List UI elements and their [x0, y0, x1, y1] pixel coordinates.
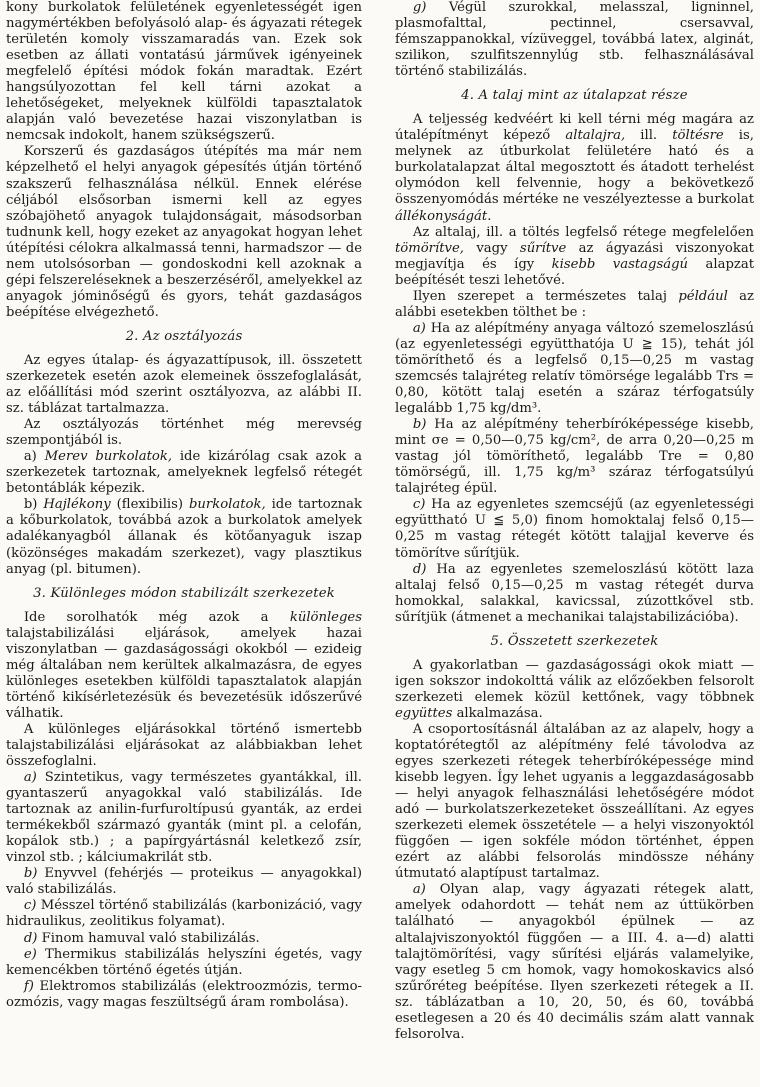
paragraph: Az osztályozás történhet még merevség szempontjából is. — [6, 417, 362, 449]
item-text: Enyvvel (fehérjés — proteikus — anyagokkal) való stabilizálás. — [6, 866, 362, 898]
paragraph — [395, 289, 754, 321]
item-label: a) — [23, 449, 37, 465]
emphasis: töltésre — [672, 128, 724, 144]
item-text: Elektromos stabilizálás (elektroozmózis, termo-ozmózis, vagy magas feszültségű áram rombolása). — [6, 978, 362, 1010]
text: is, melynek az útburkolat felületére ható és a burkolatalapzat által megosztott és átadott terhelést olymódon kell felvennie, hogy a bekövetkező összenyomódás mértéke ne veszélyeztesse a burkolat — [395, 128, 754, 208]
list-item — [395, 497, 754, 561]
emphasis: például — [678, 288, 728, 304]
emphasis: tömörítve, — [395, 240, 464, 256]
item-term: burkolatok, — [188, 497, 266, 513]
emphasis: állékonyságát. — [395, 208, 492, 224]
list-item — [6, 866, 362, 898]
list-item-rigid — [6, 449, 362, 497]
paragraph — [395, 112, 754, 224]
item-label: b) — [23, 866, 38, 882]
item-label: d) — [23, 930, 38, 946]
item-text: Ha az egyenletes szemcséjű (az egyenletességi együttható U ≦ 5,0) finom homoktalaj felső 0,15—0,25 m vastag rétegét kötött talajjal keverve és tömörítve sűrítjük. — [395, 497, 754, 561]
section-heading-4: 4. A talaj mint az útalapzat része — [461, 88, 688, 104]
paragraph — [395, 225, 754, 289]
paragraph — [6, 610, 362, 722]
paragraph: A csoportosításnál általában az az alapelv, hogy a koptatórétegtől az alépítmény felé távolodva az egyes szerkezeti rétegek teherbíróképessége mind kisebb legyen. Így lehet ugyanis a leggazdaságosabb — helyi anyagok felhasználási lehetőségére módot adó — burkolatszerkezeteket összeállítani. Az egyes szerkezeti elemek összetétele — a helyi viszonyoktól függően — igen sokféle módon történhet, éppen ezért az alábbi felsorolás mindössze néhány útmutató alaptípust tartalmaz. — [395, 721, 754, 882]
item-label: b) — [412, 417, 427, 433]
item-label: f) — [23, 978, 34, 994]
item-label: a) — [412, 320, 426, 336]
section-heading-5: 5. Összetett szerkezetek — [490, 633, 659, 649]
item-text: ide kizárólag csak azok a szerkezetek tartoznak, amelyeknek legfelső rétegét betontáblák képezik. — [6, 449, 362, 497]
item-text: Ha az alépítmény teherbíróképessége kisebb, mint σe = 0,50—0,75 kg/cm², de arra 0,20—0,25 m vastag jól tömöríthető, legalább Tre = 0,80 tömörségű, ill. 1,75 kg/m³ száraz térfogatsúlyú talajréteg épül. — [395, 417, 754, 497]
item-text: Olyan alap, vagy ágyazati rétegek alatt, amelyek odahordott — tehát nem az úttükörben található — anyagokból épülnek — az altalajviszonyoktól függően — a III. 4. a—d) alatti talajtömörítési, vagy sűrítési eljárás valamelyike, vagy esetleg 5 cm homok, vagy homokoskavics alsó szűrőréteg beépítése. Ilyen szerkezeti rétegek a II. sz. táblázatban a 10, 20, 50, és 60, továbbá esetlegesen a 20 és 40 decimális szám alatt vannak felsorolva. — [395, 882, 754, 1042]
item-text: Ha az egyenletes szemeloszlású kötött laza altalaj felső 0,15—0,25 m vastag rétegét durva homokkal, salakkal, kavicssal, zúzottkővel stb. sűrítjük (átmenet a mechanikai talajstabilizációba). — [395, 561, 754, 625]
list-item — [6, 898, 362, 930]
item-text: Finom hamuval való stabilizálás. — [37, 930, 260, 946]
text: alapzat beépítését teszi lehetővé. — [395, 256, 754, 288]
list-item — [395, 882, 754, 1042]
item-label: c) — [23, 898, 37, 914]
text: Ilyen szerepet a természetes talaj — [412, 288, 679, 304]
emphasis: kisebb vastagságú — [551, 256, 689, 272]
paragraph: kony burkolatok felületének egyenletességét igen nagymértékben befolyásoló alap- és ágyazati rétegek területén komoly visszamaradás van. Ezek sok esetben az állati vontatású járművek igényeinek megfelelő építési módok fokán maradtak. Ezért hangsúlyozottan fel kell tárni azokat a lehetőségeket, melyeknek külföldi tapasztalatok alapján való bevezetése hazai viszonylatban is nemcsak indokolt, hanem szükségszerű. — [6, 0, 362, 144]
paragraph: Az egyes útalap- és ágyazattípusok, ill. összetett szerkezetek esetén azok elemeinek összefoglalását, az előállítási mód szerint osztályozva, az alábbi II. sz. táblázat tartalmazza. — [6, 352, 362, 417]
text: az alábbi esetekben tölthet be : — [395, 288, 754, 320]
item-text: Thermikus stabilizálás helyszíni égetés, vagy kemencékben történő égetés útján. — [6, 946, 362, 978]
right-column — [395, 0, 754, 1087]
emphasis: együttes — [395, 705, 453, 721]
item-label: a) — [23, 770, 37, 786]
item-text: (flexibilis) — [110, 497, 189, 513]
section-heading-2: 2. Az osztályozás — [125, 328, 243, 344]
list-item — [6, 931, 362, 947]
item-text: ide tartoznak a kőburkolatok, továbbá azok a burkolatok amelyek adalékanyagból állanak és kötőanyaguk iszap (közönséges makadám szerkezet), vagy plasztikus anyag (pl. bitumen). — [6, 497, 362, 577]
item-label: c) — [412, 497, 426, 513]
list-item — [6, 770, 362, 866]
text: A gyakorlatban — gazdaságossági okok miatt — igen sokszor indokolttá válik az előzőekben felsorolt szerkezeti elemek közül kettőnek, vagy többnek — [395, 657, 754, 705]
item-label: d) — [412, 561, 427, 577]
item-label: a) — [412, 882, 426, 898]
item-label: b) — [23, 497, 38, 513]
item-label: e) — [23, 946, 37, 962]
list-item — [395, 562, 754, 626]
emphasis: különleges — [289, 609, 362, 625]
text: alkalmazása. — [452, 705, 543, 721]
list-item-flexible — [6, 497, 362, 577]
emphasis: sűrítve — [519, 240, 567, 256]
list-item — [395, 417, 754, 497]
list-item — [6, 947, 362, 979]
section-heading-3: 3. Különleges módon stabilizált szerkezetek — [33, 585, 335, 601]
item-text: Mésszel történő stabilizálás (karbonizáció, vagy hidraulikus, zeolitikus folyamat). — [6, 898, 362, 930]
text: az ágyazási viszonyokat megjavítja és így — [395, 240, 754, 272]
paragraph: A különleges eljárásokkal történő ismertebb talajstabilizálási eljárásokat az alábbiakban lehet összefoglalni. — [6, 721, 362, 770]
text: talajstabilizálási eljárások, amelyek hazai viszonylatban — gazdaságossági okokból — ezideig még általában nem kerültek alkalmazásra, de egyes különleges esetekben külföldi tapasztalatok alapján történő kikísérletezésük és bevezetésük időszerűvé válhatik. — [6, 625, 362, 721]
paragraph — [395, 658, 754, 722]
paragraph: Korszerű és gazdaságos útépítés ma már nem képzelhető el helyi anyagok gépesítés útján történő szakszerű felhasználása nélkül. Ennek elérése céljából elsősorban ismerni kell az egyes szóbajöhető anyagok tulajdonságait, másodsorban tudnunk kell, hogy ezeket az anyagokat hogyan lehet útépítési célokra alkalmassá tenni, harmadszor — de nem utolsósorban — gondoskodni kell azoknak a gépi felszereléseknek a beszerzéséről, amelyekkel az anyagok jóminőségű és gyors, tehát gazdaságos beépítése elvégezhető. — [6, 144, 362, 320]
item-label: g) — [412, 0, 427, 15]
list-item — [6, 979, 362, 1011]
item-text: Ha az alépítmény anyaga változó szemeloszlású (az egyenletességi együtthatója U ≧ 15), tehát jól tömöríthető és a legfelső 0,15—0,25 m vastag szemcsés talajréteg relatív tömörsége legalább Trs = 0,80, kötött talaj esetén a száraz térfogatsúly legalább 1,75 kg/dm³. — [395, 320, 754, 417]
emphasis: altalajra, — [565, 128, 626, 144]
list-item — [395, 0, 754, 80]
item-term: Merev burkolatok, — [44, 449, 173, 465]
text: A teljesség kedvéért ki kell térni még magára az útalépítményt képező — [395, 112, 754, 144]
left-column — [6, 0, 362, 1087]
text: Ide sorolhatók még azok a — [23, 609, 290, 625]
item-text: Szintetikus, vagy természetes gyantákkal, ill. gyantaszerű anyagokkal való stabilizálás. Ide tartoznak az anilin-furfuroltípusú gyanták, az erdei termékekből származó gyanták (mint pl. a celofán, kopálok stb.) ; a papírgyártásnál keletkező zsír, vinzol stb. ; kálciumakrilát stb. — [6, 770, 362, 866]
item-text: Végül szurokkal, melasszal, ligninnel, plasmofalttal, pectinnel, csersavval, fémszappanokkal, vízüveggel, továbbá latex, alginát, szilikon, szulfitszennylúg stb. felhasználásával történő stabilizálás. — [395, 0, 754, 80]
text: ill. — [625, 128, 673, 144]
text: Az altalaj, ill. a töltés legfelső rétege megfelelően — [412, 224, 754, 240]
text: vagy — [463, 240, 520, 256]
list-item — [395, 321, 754, 417]
item-term: Hajlékony — [43, 497, 111, 513]
